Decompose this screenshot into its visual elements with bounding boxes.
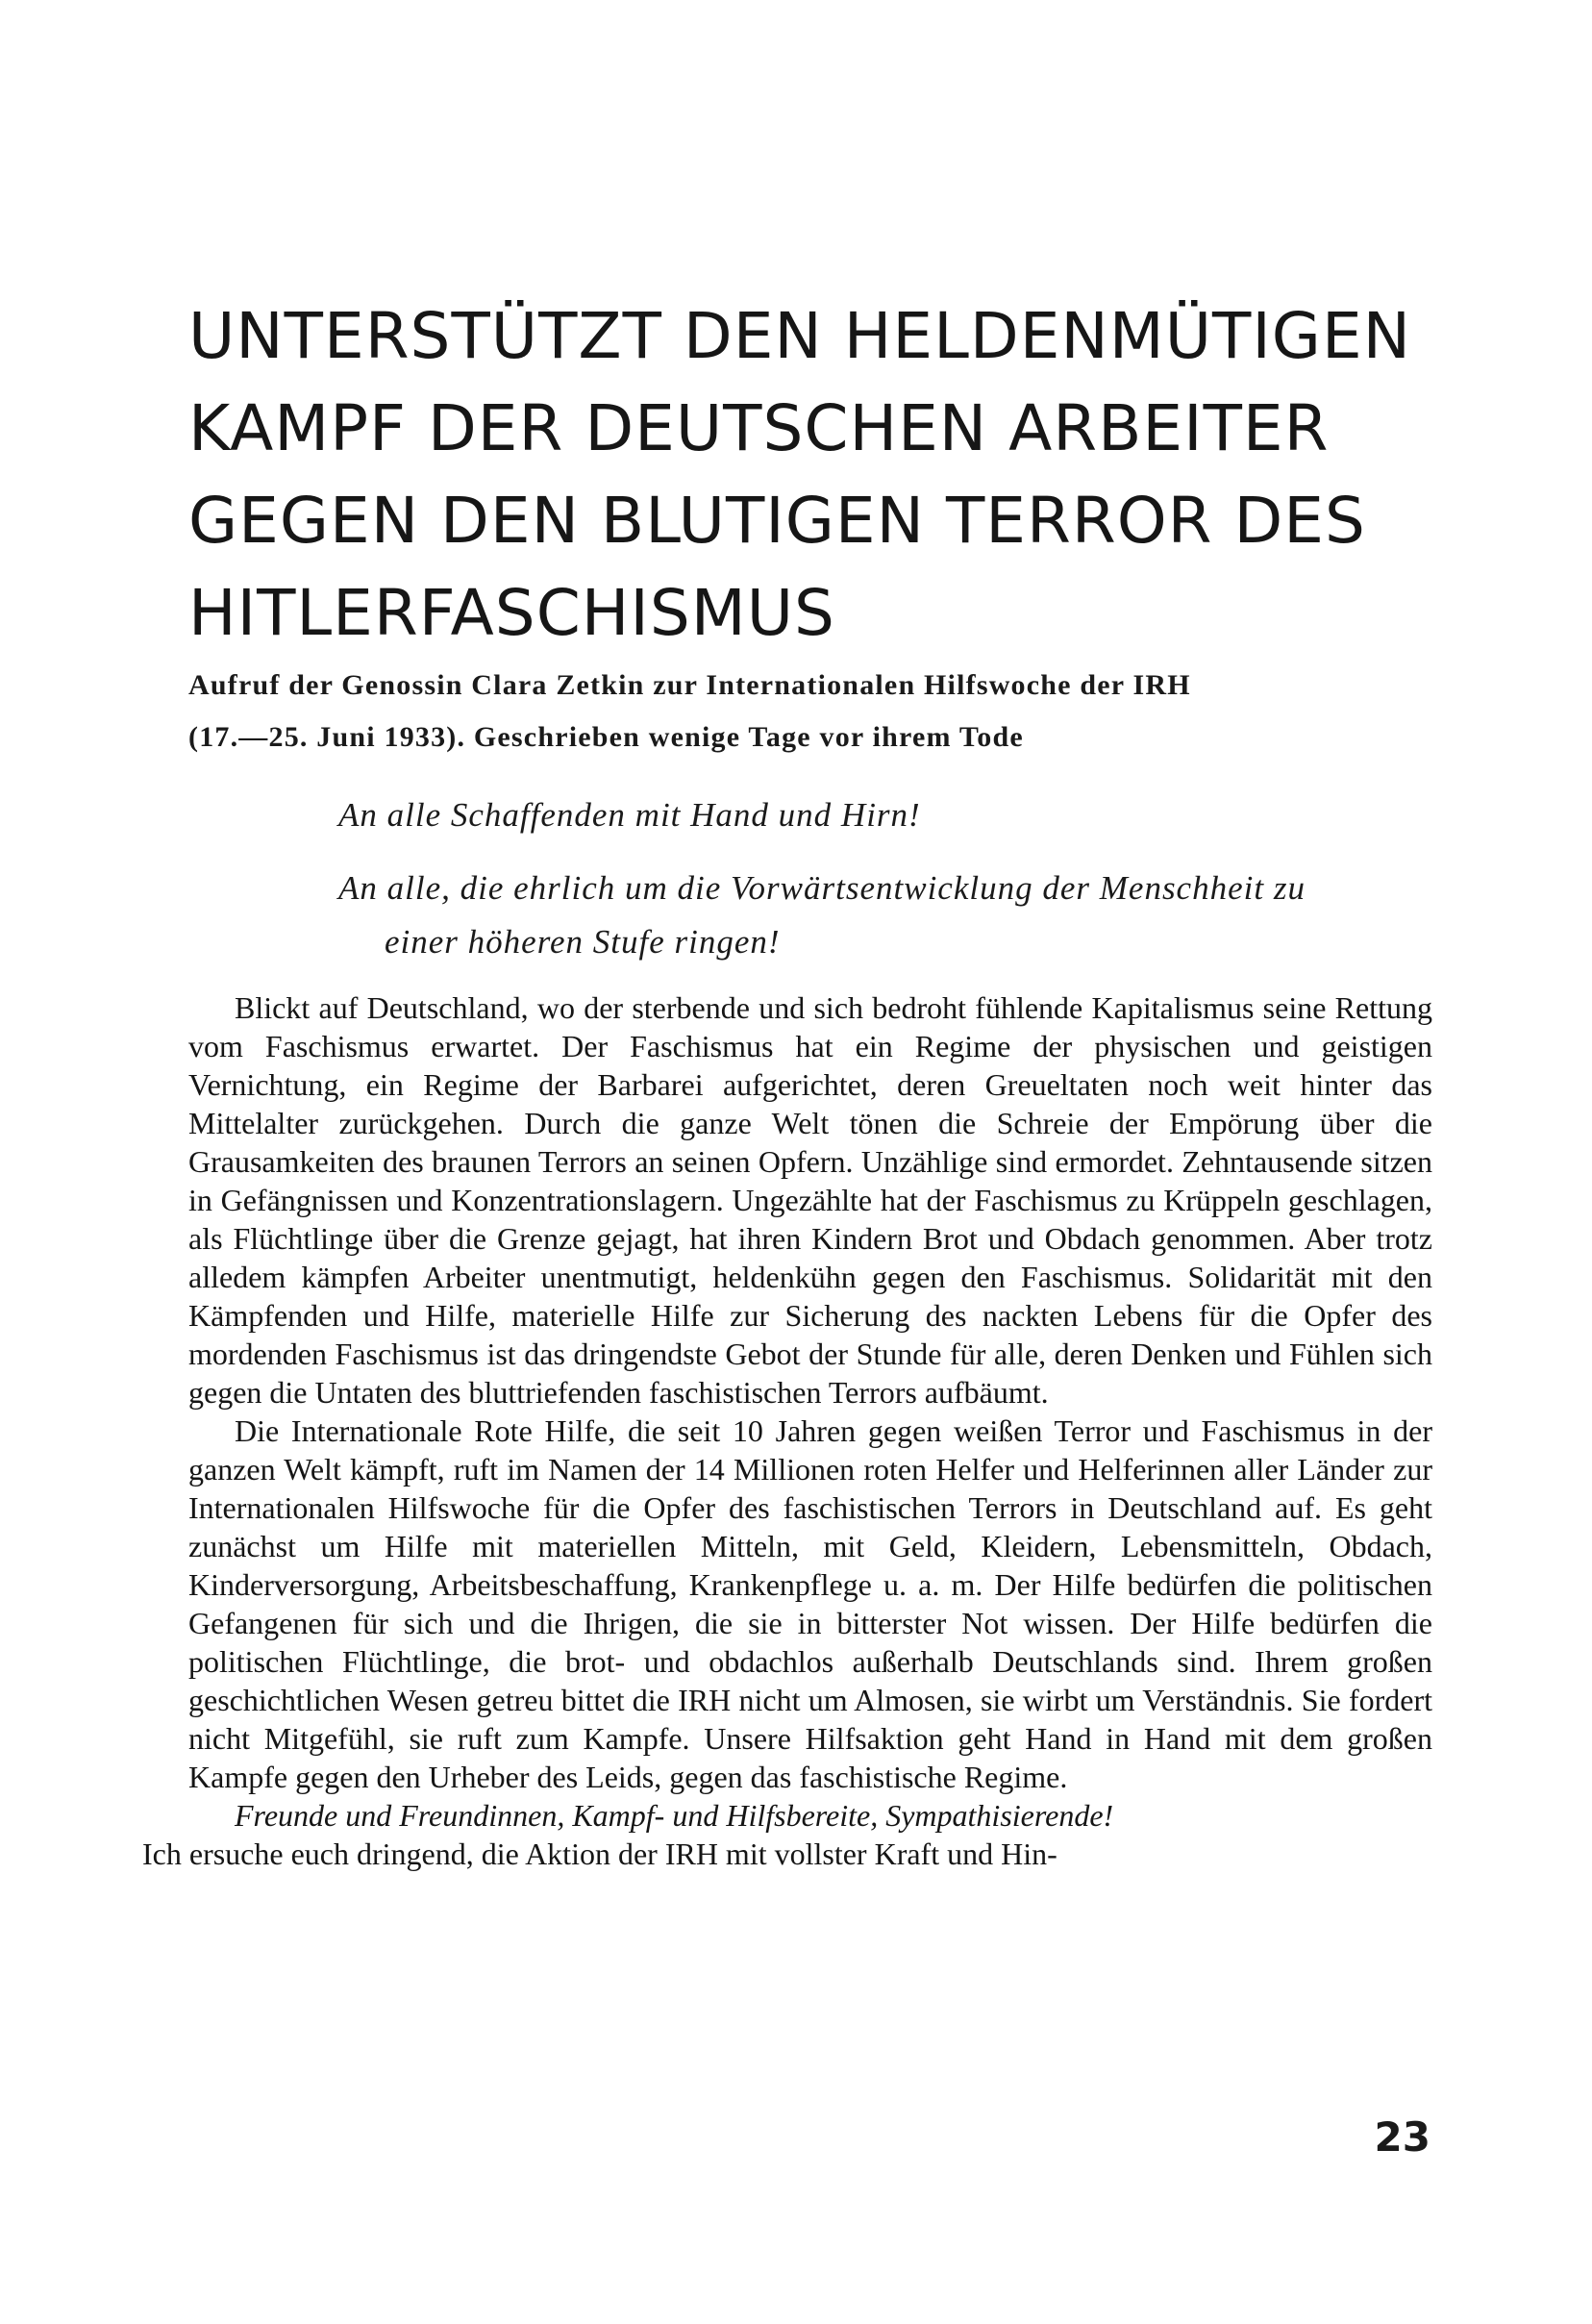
body-text xyxy=(142,988,1432,1873)
salutation xyxy=(338,788,1444,969)
subtitle-line-2: (17.—25. Juni 1933). Geschrieben wenige Tage vor ihrem Tode xyxy=(188,721,1024,753)
salutation-line-2: An alle, die ehrlich um die Vorwärtsentwicklung der Menschheit zu xyxy=(338,869,1306,907)
paragraph-3-text: Ich ersuche euch dringend, die Aktion der IRH mit vollster Kraft und Hin- xyxy=(142,1837,1057,1871)
salutation-line-3: einer höheren Stufe ringen! xyxy=(385,923,781,961)
title-line-3: GEGEN DEN BLUTIGEN TERROR DES xyxy=(188,484,1366,559)
salutation-line-1: An alle Schaffenden mit Hand und Hirn! xyxy=(338,796,921,834)
paragraph-3 xyxy=(142,1796,1432,1873)
paragraph-2: Die Internationale Rote Hilfe, die seit 10 Jahren gegen weißen Terror und Faschismus in der ganzen Welt kämpft, ruft im Namen der 14 Millionen roten Helfer und Helferinnen aller Länder zur Internationalen Hilfswoche für die Opfer des faschistischen Terrors in Deutschland auf. Es geht zunächst um Hilfe mit materiellen Mitteln, mit Geld, Kleidern, Lebensmitteln, Obdach, Kinderversorgung, Arbeitsbeschaffung, Krankenpflege u. a. m. Der Hilfe bedürfen die politischen Gefangenen für sich und die Ihrigen, die sie in bitterster Not wissen. Der Hilfe bedürfen die politischen Flüchtlinge, die brot- und obdachlos außerhalb Deutschlands sind. Ihrem großen geschichtlichen Wesen getreu bittet die IRH nicht um Almosen, sie wirbt um Verständnis. Sie fordert nicht Mitgefühl, sie ruft zum Kampfe. Unsere Hilfsaktion geht Hand in Hand mit dem großen Kampfe gegen den Urheber des Leids, gegen das faschistische Regime. xyxy=(188,1413,1432,1794)
paragraph-1: Blickt auf Deutschland, wo der sterbende und sich bedroht fühlende Kapitalismus seine Rettung vom Faschismus erwartet. Der Faschismus hat ein Regime der physischen und geistigen Vernichtung, ein Regime der Barbarei aufgerichtet, deren Greueltaten noch weit hinter das Mittelalter zurückgehen. Durch die ganze Welt tönen die Schreie der Empörung über die Grausamkeiten des braunen Terrors an seinen Opfern. Unzählige sind ermordet. Zehntausende sitzen in Gefängnissen und Konzentrationslagern. Ungezählte hat der Faschismus zu Krüppeln geschlagen, als Flüchtlinge über die Grenze gejagt, hat ihren Kindern Brot und Obdach genommen. Aber trotz alledem kämpfen Arbeiter unentmutigt, heldenkühn gegen den Faschismus. Solidarität mit den Kämpfenden und Hilfe, materielle Hilfe zur Sicherung des nackten Lebens für die Opfer des mordenden Faschismus ist das dringendste Gebot der Stunde für alle, deren Denken und Fühlen sich gegen die Untaten des bluttriefenden faschistischen Terrors aufbäumt. xyxy=(188,990,1432,1410)
subtitle-line-1: Aufruf der Genossin Clara Zetkin zur Internationalen Hilfswoche der IRH xyxy=(188,669,1191,701)
subtitle xyxy=(188,660,1429,763)
page-number: 23 xyxy=(1374,2113,1430,2161)
title-line-2: KAMPF DER DEUTSCHEN ARBEITER xyxy=(188,391,1330,466)
page-title xyxy=(188,290,1467,660)
title-line-1: UNTERSTÜTZT DEN HELDENMÜTIGEN xyxy=(188,299,1412,374)
title-line-4: HITLERFASCHISMUS xyxy=(188,576,835,651)
paragraph-3-address: Freunde und Freundinnen, Kampf- und Hilfsbereite, Sympathisierende! xyxy=(235,1798,1114,1833)
